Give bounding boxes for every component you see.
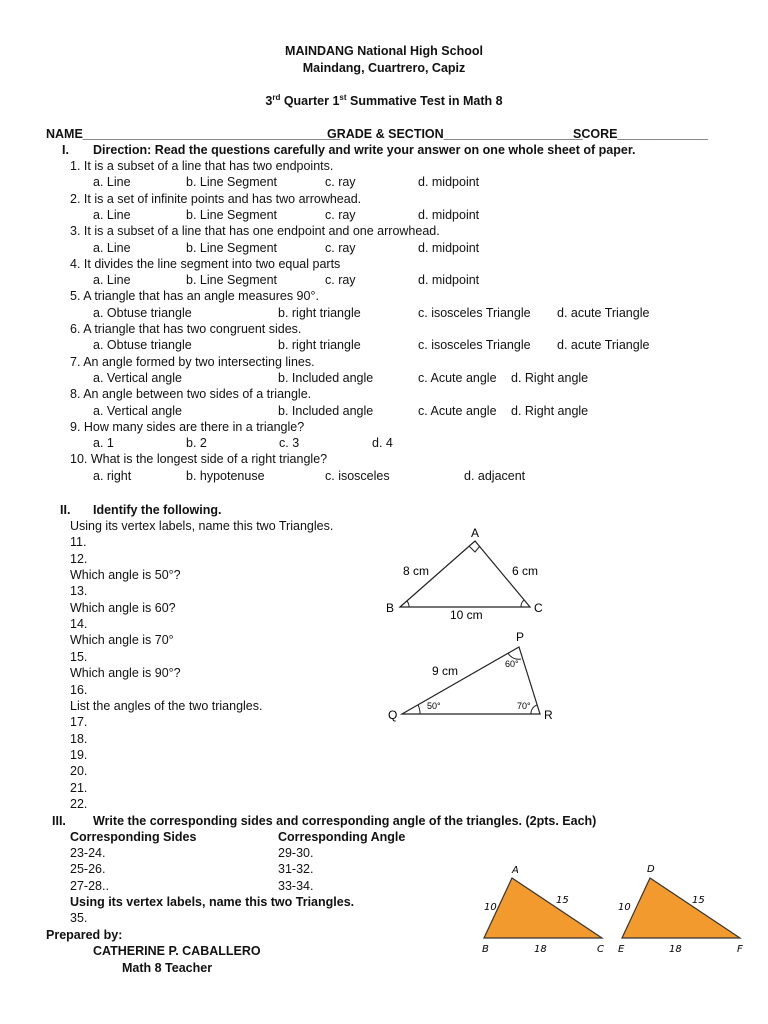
answer-option: b. Line Segment <box>186 207 278 222</box>
corresponding-angle-heading: Corresponding Angle <box>278 830 406 844</box>
angle-item: 31-32. <box>278 862 314 876</box>
section-3-number: III. <box>52 814 66 828</box>
vertex-q-label: Q <box>388 708 398 722</box>
tri1-bl-label: B <box>482 944 489 955</box>
identify-prompt: Which angle is 50°? <box>70 568 181 583</box>
tri2-top-label: D <box>647 864 655 875</box>
answer-option: c. isosceles <box>325 468 390 483</box>
answer-blank: 14. <box>70 617 88 632</box>
question-text: 5. A triangle that has an angle measures 90°. <box>70 289 319 304</box>
side-bc-label: 10 cm <box>450 608 483 622</box>
answer-option: b. hypotenuse <box>186 468 265 483</box>
identify-prompt: Using its vertex labels, name this two Triangles. <box>70 519 334 533</box>
answer-option: a. Obtuse triangle <box>93 338 192 353</box>
side-qp-label: 9 cm <box>432 664 459 678</box>
teacher-role: Math 8 Teacher <box>122 961 213 975</box>
sides-item: 23-24. <box>70 846 106 860</box>
sides-item: 25-26. <box>70 862 106 876</box>
tri2-left-label: 10 <box>618 902 631 913</box>
answer-blank: 22. <box>70 796 88 811</box>
answer-option: d. acute Triangle <box>557 338 650 353</box>
answer-blank: 17. <box>70 715 88 730</box>
side-ac-label: 6 cm <box>512 564 539 578</box>
angle-item: 33-34. <box>278 879 314 893</box>
vertex-r-label: R <box>544 708 553 722</box>
answer-option: d. 4 <box>372 436 393 451</box>
teacher-name: CATHERINE P. CABALLERO <box>93 944 261 958</box>
name-field: NAME_____________________________________ <box>46 127 341 141</box>
triangle-abc-filled <box>484 878 602 938</box>
answer-blank: 15. <box>70 649 88 664</box>
question-text: 8. An angle between two sides of a triangle. <box>70 387 312 402</box>
triangle-pqr-figure <box>380 627 560 727</box>
answer-option: b. Line Segment <box>186 273 278 288</box>
grade-section-field: GRADE & SECTION____________________ <box>327 127 583 141</box>
vertex-b-label: B <box>386 601 395 615</box>
item-35: 35. <box>70 911 88 925</box>
question-text: 6. A triangle that has two congruent sides. <box>70 322 302 336</box>
question-text: 4. It divides the line segment into two equal parts <box>70 256 341 271</box>
section-2-number: II. <box>60 503 71 517</box>
answer-blank: 16. <box>70 682 88 697</box>
identify-prompt: List the angles of the two triangles. <box>70 698 263 713</box>
test-title: 3rd Quarter 1st Summative Test in Math 8 <box>265 92 503 108</box>
answer-option: d. Right angle <box>511 403 589 418</box>
tri1-hyp-label: 15 <box>556 895 569 906</box>
question-text: 3. It is a subset of a line that has one endpoint and one arrowhead. <box>70 224 440 239</box>
answer-option: a. Vertical angle <box>93 370 182 385</box>
answer-option: c. isosceles Triangle <box>418 305 531 320</box>
sides-item: 27-28.. <box>70 879 109 893</box>
tri2-base-label: 18 <box>669 944 682 955</box>
tri1-base-label: 18 <box>534 944 547 955</box>
answer-blank: 11. <box>70 535 87 550</box>
answer-option: a. Vertical angle <box>93 403 182 418</box>
answer-option: c. 3 <box>279 436 300 451</box>
answer-option: d. midpoint <box>418 207 480 222</box>
answer-option: a. 1 <box>93 436 114 451</box>
section-2-direction: Identify the following. <box>93 503 222 517</box>
answer-blank: 12. <box>70 551 88 566</box>
answer-option: d. adjacent <box>464 468 526 483</box>
section-3-direction: Write the corresponding sides and corresponding angle of the triangles. (2pts. Each) <box>93 814 597 828</box>
section-1-direction: Direction: Read the questions carefully and write your answer on one whole sheet of paper. <box>93 143 636 157</box>
identify-prompt: Which angle is 70° <box>70 633 174 648</box>
answer-option: c. ray <box>325 273 356 288</box>
answer-option: b. Included angle <box>278 403 374 418</box>
triangle-def-filled <box>622 878 740 938</box>
congruent-triangles-figure <box>470 858 760 958</box>
tri2-bl-label: E <box>618 944 625 955</box>
answer-blank: 21. <box>70 780 88 795</box>
angle-q-label: 50° <box>427 701 441 711</box>
answer-option: b. Included angle <box>278 370 374 385</box>
vertex-a-label: A <box>471 526 480 540</box>
answer-option: a. Line <box>93 175 131 190</box>
answer-blank: 19. <box>70 747 88 762</box>
side-ba-label: 8 cm <box>403 564 430 578</box>
answer-option: a. Obtuse triangle <box>93 305 192 320</box>
angle-r-label: 70° <box>517 701 531 711</box>
answer-blank: 18. <box>70 731 88 746</box>
question-text: 10. What is the longest side of a right triangle? <box>70 452 328 467</box>
vertex-c-label: C <box>534 601 543 615</box>
answer-option: a. right <box>93 468 132 483</box>
angle-p-label: 60° <box>505 659 519 669</box>
section-1-number: I. <box>62 143 69 157</box>
answer-option: a. Line <box>93 240 131 255</box>
answer-option: b. 2 <box>186 436 207 451</box>
answer-option: a. Line <box>93 207 131 222</box>
tri1-left-label: 10 <box>484 902 497 913</box>
answer-option: d. Right angle <box>511 370 589 385</box>
tri1-top-label: A <box>512 865 519 876</box>
identify-prompt: Which angle is 90°? <box>70 666 181 681</box>
school-address: Maindang, Cuartrero, Capiz <box>302 61 466 75</box>
answer-option: d. midpoint <box>418 273 480 288</box>
question-text: 2. It is a set of infinite points and has two arrowhead. <box>70 191 362 206</box>
answer-option: d. midpoint <box>418 240 480 255</box>
vertex-labels-instruction: Using its vertex labels, name this two Triangles. <box>70 895 355 909</box>
answer-option: c. Acute angle <box>418 403 497 418</box>
tri2-br-label: F <box>737 944 743 955</box>
answer-option: c. Acute angle <box>418 370 497 385</box>
score-field: SCORE_____________ <box>573 127 708 141</box>
corresponding-sides-heading: Corresponding Sides <box>70 830 197 844</box>
question-text: 1. It is a subset of a line that has two endpoints. <box>70 159 334 173</box>
answer-option: b. Line Segment <box>186 175 278 190</box>
answer-option: b. Line Segment <box>186 240 278 255</box>
answer-option: c. ray <box>325 207 356 222</box>
answer-option: d. midpoint <box>418 175 480 190</box>
answer-blank: 13. <box>70 584 88 599</box>
answer-blank: 20. <box>70 764 88 779</box>
triangle-abc-figure <box>380 525 560 625</box>
identify-prompt: Which angle is 60? <box>70 600 176 615</box>
tri1-br-label: C <box>597 944 604 955</box>
question-text: 7. An angle formed by two intersecting lines. <box>70 354 315 369</box>
answer-option: a. Line <box>93 273 131 288</box>
answer-option: c. ray <box>325 175 356 190</box>
vertex-p-label: P <box>516 630 525 644</box>
tri2-hyp-label: 15 <box>692 895 705 906</box>
angle-item: 29-30. <box>278 846 314 860</box>
school-name: MAINDANG National High School <box>285 44 483 58</box>
answer-option: b. right triangle <box>278 338 361 353</box>
answer-option: c. ray <box>325 240 356 255</box>
answer-option: c. isosceles Triangle <box>418 338 531 353</box>
answer-option: d. acute Triangle <box>557 305 650 320</box>
prepared-by: Prepared by: <box>46 928 123 942</box>
answer-option: b. right triangle <box>278 305 361 320</box>
question-text: 9. How many sides are there in a triangle? <box>70 419 305 434</box>
